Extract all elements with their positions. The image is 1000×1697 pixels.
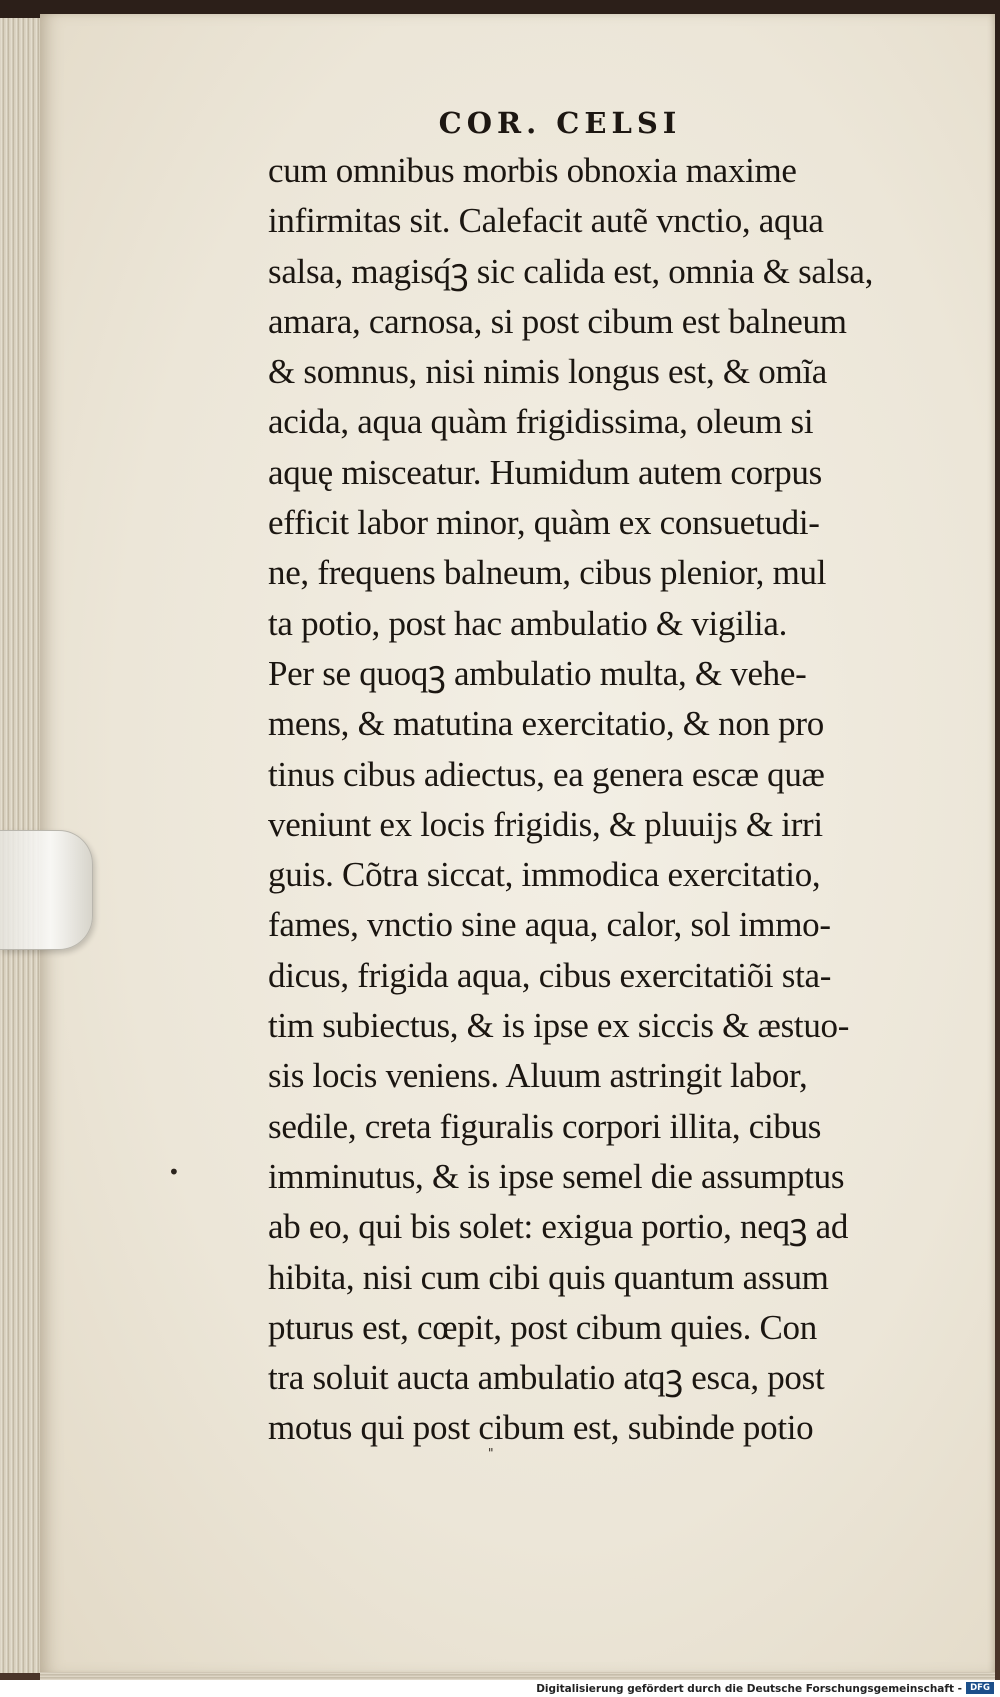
text-line: efficit labor minor, quàm ex consuetudi- (268, 503, 820, 543)
text-line: sis locis veniens. Aluum astringit labor, (268, 1056, 808, 1096)
text-line: tinus cibus adiectus, ea genera escæ quæ (268, 754, 825, 794)
text-line: aquę misceatur. Humidum autem corpus (268, 452, 822, 492)
text-line: cum omnibus morbis obnoxia maxime (268, 151, 797, 190)
text-line: amara, carnosa, si post cibum est balneum (268, 301, 847, 341)
text-line: pturus est, cœpit, post cibum quies. Con (268, 1307, 817, 1347)
text-line: ta potio, post hac ambulatio & vigilia. (268, 603, 788, 643)
digitization-credit: Digitalisierung gefördert durch die Deutsche Forschungsgemeinschaft - (536, 1683, 962, 1695)
text-line: guis. Cõtra siccat, immodica exercitatio, (268, 855, 821, 895)
running-head: COR. CELSI (438, 106, 682, 140)
text-line: veniunt ex locis frigidis, & pluuijs & irri (268, 804, 823, 844)
text-line: imminutus, & is ipse semel die assumptus (268, 1156, 845, 1196)
text-line: acida, aqua quàm frigidissima, oleum si (268, 402, 814, 442)
text-block (268, 146, 956, 1454)
page-clip (0, 830, 93, 950)
stray-mark: " (488, 1446, 494, 1460)
text-line: ne, frequens balneum, cibus plenior, mul (268, 553, 827, 593)
margin-mark: • (168, 1160, 180, 1184)
text-line: fames, vnctio sine aqua, calor, sol immo- (268, 905, 831, 945)
text-line: sedile, creta figuralis corpori illita, cibus (268, 1106, 822, 1146)
text-line: & somnus, nisi nimis longus est, & omĩa (268, 352, 828, 392)
text-line: tra soluit aucta ambulatio atqꝫ esca, post (268, 1358, 825, 1398)
text-line: tim subiectus, & is ipse ex siccis & æstuo- (268, 1006, 850, 1046)
page-bottom-edge (40, 1672, 995, 1680)
text-line: infirmitas sit. Calefacit autẽ vnctio, aqua (268, 201, 824, 241)
text-line: hibita, nisi cum cibi quis quantum assum (268, 1257, 829, 1297)
text-line: salsa, magisq́ꝫ sic calida est, omnia & salsa, (268, 251, 874, 291)
text-line: dicus, frigida aqua, cibus exercitatiõi sta- (268, 955, 832, 995)
text-line: mens, & matutina exercitatio, & non pro (268, 704, 824, 744)
dfg-logo: DFG (966, 1682, 994, 1694)
text-line: Per se quoqꝫ ambulatio multa, & vehe- (268, 653, 807, 693)
text-line: motus qui post cibum est, subinde potio (268, 1408, 814, 1448)
text-line: ab eo, qui bis solet: exigua portio, neqꝫ ad (268, 1207, 849, 1247)
